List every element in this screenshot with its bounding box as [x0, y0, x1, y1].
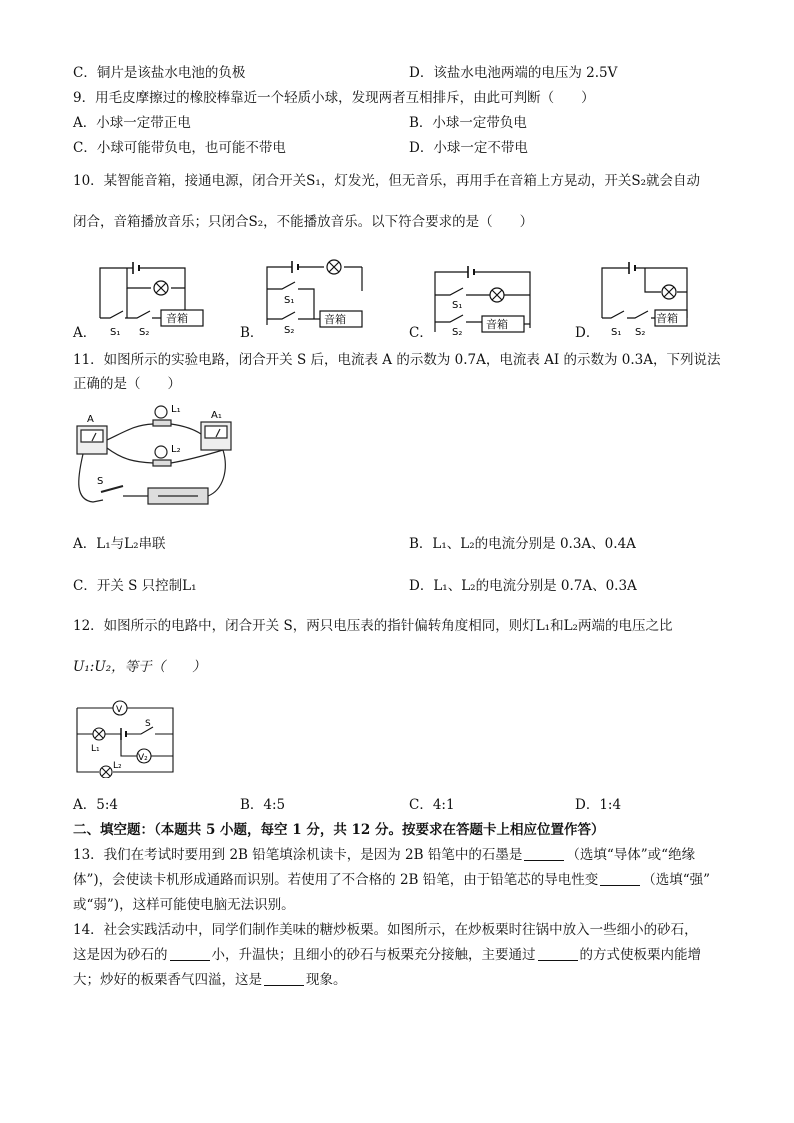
q11-option-b: B．L₁、L₂的电流分别是 0.3A、0.4A	[409, 536, 636, 552]
q10-label-b: B．	[240, 325, 264, 341]
q8-option-d: D．该盐水电池两端的电压为 2.5V	[409, 65, 618, 81]
q13-blank-2[interactable]	[600, 871, 640, 886]
s2-label: S₂	[635, 327, 646, 338]
q14-text: 小，升温快；且细小的砂石与板栗充分接触，主要通过	[211, 947, 536, 963]
q12-stem-line2: U₁:U₂，等于（ ）	[73, 659, 206, 675]
speaker-label: 音箱	[166, 312, 188, 325]
q12-option-c: C．4:1	[409, 797, 455, 813]
q11-option-c: C．开关 S 只控制L₁	[73, 578, 197, 594]
q14-text: 现象。	[306, 972, 347, 988]
voltmeter-v2-label: V₂	[138, 753, 148, 763]
q10-circuit-d	[597, 258, 709, 338]
q14-text: 大；炒好的板栗香气四溢，这是	[73, 972, 262, 988]
s2-label: S₂	[139, 327, 150, 338]
q10-stem-line2: 闭合，音箱播放音乐；只闭合S₂，不能播放音乐。以下符合要求的是（ ）	[73, 214, 534, 230]
q14-blank-3[interactable]	[264, 971, 304, 986]
q14-blank-2[interactable]	[538, 946, 578, 961]
speaker-label: 音箱	[486, 318, 508, 331]
q13-text: （选填“强”	[642, 872, 711, 888]
q10-circuit-c	[430, 262, 542, 340]
q12-circuit-figure	[73, 698, 183, 778]
ammeter-a1-label: A₁	[211, 410, 222, 421]
q13-line3: 或“弱”)，这样可能使电脑无法识别。	[73, 897, 295, 913]
q10-label-a: A．	[73, 325, 97, 341]
q14-blank-1[interactable]	[170, 946, 210, 961]
speaker-label: 音箱	[324, 313, 346, 326]
q13-text: （选填“导体”或“绝缘	[566, 847, 696, 863]
switch-s-label: S	[97, 476, 104, 487]
s1-label: S₁	[110, 327, 121, 338]
section-2-title: 二、填空题：（本题共 5 小题，每空 1 分，共 12 分。按要求在答题卡上相应位置作答）	[73, 822, 605, 838]
ammeter-a-label: A	[87, 414, 94, 425]
q12-option-b: B．4:5	[240, 797, 286, 813]
s1-label: S₁	[284, 295, 295, 306]
voltmeter-v-label: V	[116, 705, 123, 715]
switch-s-label: S	[145, 719, 151, 729]
speaker-label: 音箱	[656, 312, 678, 325]
q11-circuit-figure	[73, 400, 233, 518]
q12-stem-line1: 12．如图所示的电路中，闭合开关 S，两只电压表的指针偏转角度相同，则灯L₁和L₂两端的电压之比	[73, 618, 673, 634]
q9-option-c: C．小球可能带负电，也可能不带电	[73, 140, 286, 156]
lamp-l1-label: L₁	[171, 404, 181, 415]
q9-option-b: B．小球一定带负电	[409, 115, 527, 131]
q14-line3	[73, 970, 347, 990]
q13-line2	[73, 870, 710, 890]
q11-option-d: D．L₁、L₂的电流分别是 0.7A、0.3A	[409, 578, 637, 594]
s2-label: S₂	[452, 327, 463, 338]
q10-circuit-a	[95, 258, 207, 338]
q14-text: 这是因为砂石的	[73, 947, 168, 963]
lamp-l2-label: L₂	[113, 761, 122, 771]
q12-option-d: D．1:4	[575, 797, 622, 813]
q14-line2	[73, 945, 701, 965]
q10-label-d: D．	[575, 325, 600, 341]
lamp-l1-label: L₁	[91, 744, 100, 754]
s2-label: S₂	[284, 325, 295, 336]
q9-option-d: D．小球一定不带电	[409, 140, 528, 156]
q11-option-a: A．L₁与L₂串联	[73, 536, 166, 552]
s1-label: S₁	[611, 327, 622, 338]
q9-stem: 9．用毛皮摩擦过的橡胶棒靠近一个轻质小球，发现两者互相排斥，由此可判断（ ）	[73, 90, 595, 106]
q14-text: 的方式使板栗内能增	[579, 947, 701, 963]
q13-text: 13．我们在考试时要用到 2B 铅笔填涂机读卡，是因为 2B 铅笔中的石墨是	[73, 847, 523, 863]
lamp-l2-label: L₂	[171, 444, 181, 455]
q11-stem-line2: 正确的是（ ）	[73, 376, 181, 392]
q14-line1: 14．社会实践活动中，同学们制作美味的糖炒板栗。如图所示，在炒板栗时往锅中放入一些细小的砂石，	[73, 922, 698, 938]
q10-stem-line1: 10．某智能音箱，接通电源，闭合开关S₁，灯发光，但无音乐，再用手在音箱上方晃动，开关S₂就会自动	[73, 173, 700, 189]
q13-line1	[73, 845, 695, 865]
q9-option-a: A．小球一定带正电	[73, 115, 191, 131]
q13-text: 体”)，会使读卡机形成通路而识别。若使用了不合格的 2B 铅笔，由于铅笔芯的导电性变	[73, 872, 599, 888]
q11-stem-line1: 11．如图所示的实验电路，闭合开关 S 后，电流表 A 的示数为 0.7A，电流表 AI 的示数为 0.3A，下列说法	[73, 352, 721, 368]
q10-label-c: C．	[409, 325, 433, 341]
q13-blank-1[interactable]	[524, 846, 564, 861]
q10-circuit-b	[262, 255, 372, 340]
q12-option-a: A．5:4	[73, 797, 118, 813]
s1-label: S₁	[452, 300, 463, 311]
q8-option-c: C．铜片是该盐水电池的负极	[73, 65, 246, 81]
